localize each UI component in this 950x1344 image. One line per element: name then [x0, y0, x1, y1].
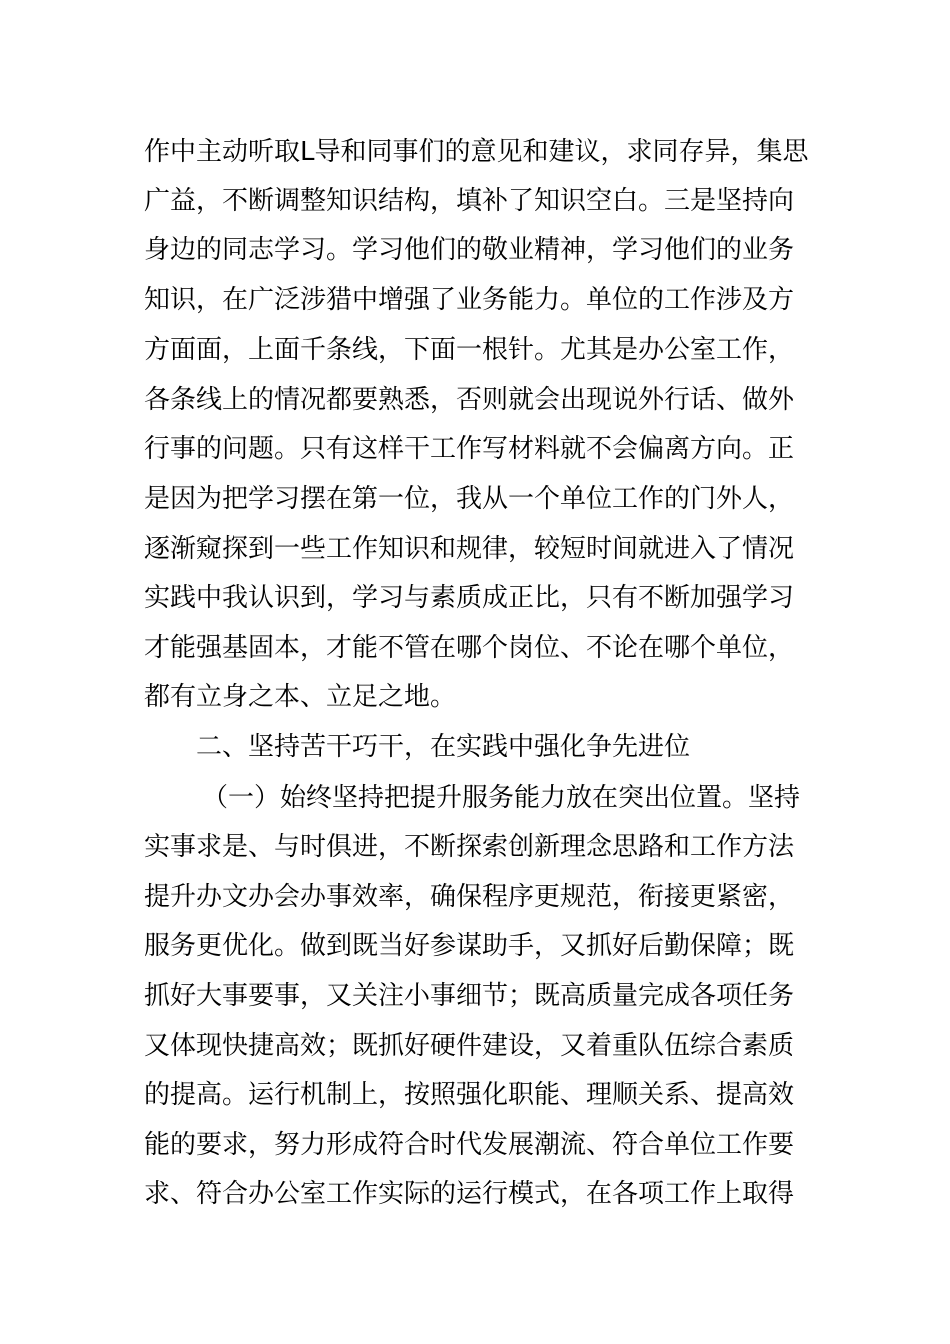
body-text-line: 又体现快捷高效；既抓好硬件建设，又着重队伍综合素质 [144, 1031, 795, 1061]
body-text-line: 行事的问题。只有这样干工作写材料就不会偏离方向。正 [144, 434, 795, 464]
body-text-line: 能的要求，努力形成符合时代发展潮流、符合单位工作要 [144, 1130, 795, 1160]
body-text-line: 方面面，上面千条线，下面一根针。尤其是办公室工作， [144, 335, 795, 365]
body-text-line: 逐渐窥探到一些工作知识和规律，较短时间就进入了情况 [144, 534, 795, 564]
body-text-line: 实践中我认识到，学习与素质成正比，只有不断加强学习 [144, 583, 795, 613]
body-text-line: 作中主动听取L导和同事们的意见和建议，求同存异，集思 [144, 137, 809, 167]
body-text-line: 各条线上的情况都要熟悉，否则就会出现说外行话、做外 [144, 385, 795, 415]
body-text-line: 广益，不断调整知识结构，填补了知识空白。三是坚持向 [144, 186, 795, 216]
body-text-line: 是因为把学习摆在第一位，我从一个单位工作的门外人， [144, 484, 795, 514]
body-text-line: 服务更优化。做到既当好参谋助手，又抓好后勤保障；既 [144, 931, 795, 961]
body-text-line: 才能强基固本，才能不管在哪个岗位、不论在哪个单位， [144, 633, 795, 663]
subsection-heading-line: （一）始终坚持把提升服务能力放在突出位置。坚持 [202, 783, 801, 813]
body-text-line: 抓好大事要事，又关注小事细节；既高质量完成各项任务 [144, 981, 795, 1011]
body-text-line: 知识，在广泛涉猎中增强了业务能力。单位的工作涉及方 [144, 285, 795, 315]
section-heading: 二、坚持苦干巧干，在实践中强化争先进位 [196, 732, 691, 762]
body-text-line: 提升办文办会办事效率，确保程序更规范，衔接更紧密， [144, 882, 795, 912]
body-text-line: 都有立身之本、立足之地。 [144, 682, 457, 712]
body-text-line: 的提高。运行机制上，按照强化职能、理顺关系、提高效 [144, 1080, 795, 1110]
body-text-line: 实事求是、与时俱进，不断探索创新理念思路和工作方法 [144, 832, 795, 862]
body-text-line: 求、符合办公室工作实际的运行模式，在各项工作上取得 [144, 1179, 795, 1209]
body-text-line: 身边的同志学习。学习他们的敬业精神，学习他们的业务 [144, 235, 795, 265]
